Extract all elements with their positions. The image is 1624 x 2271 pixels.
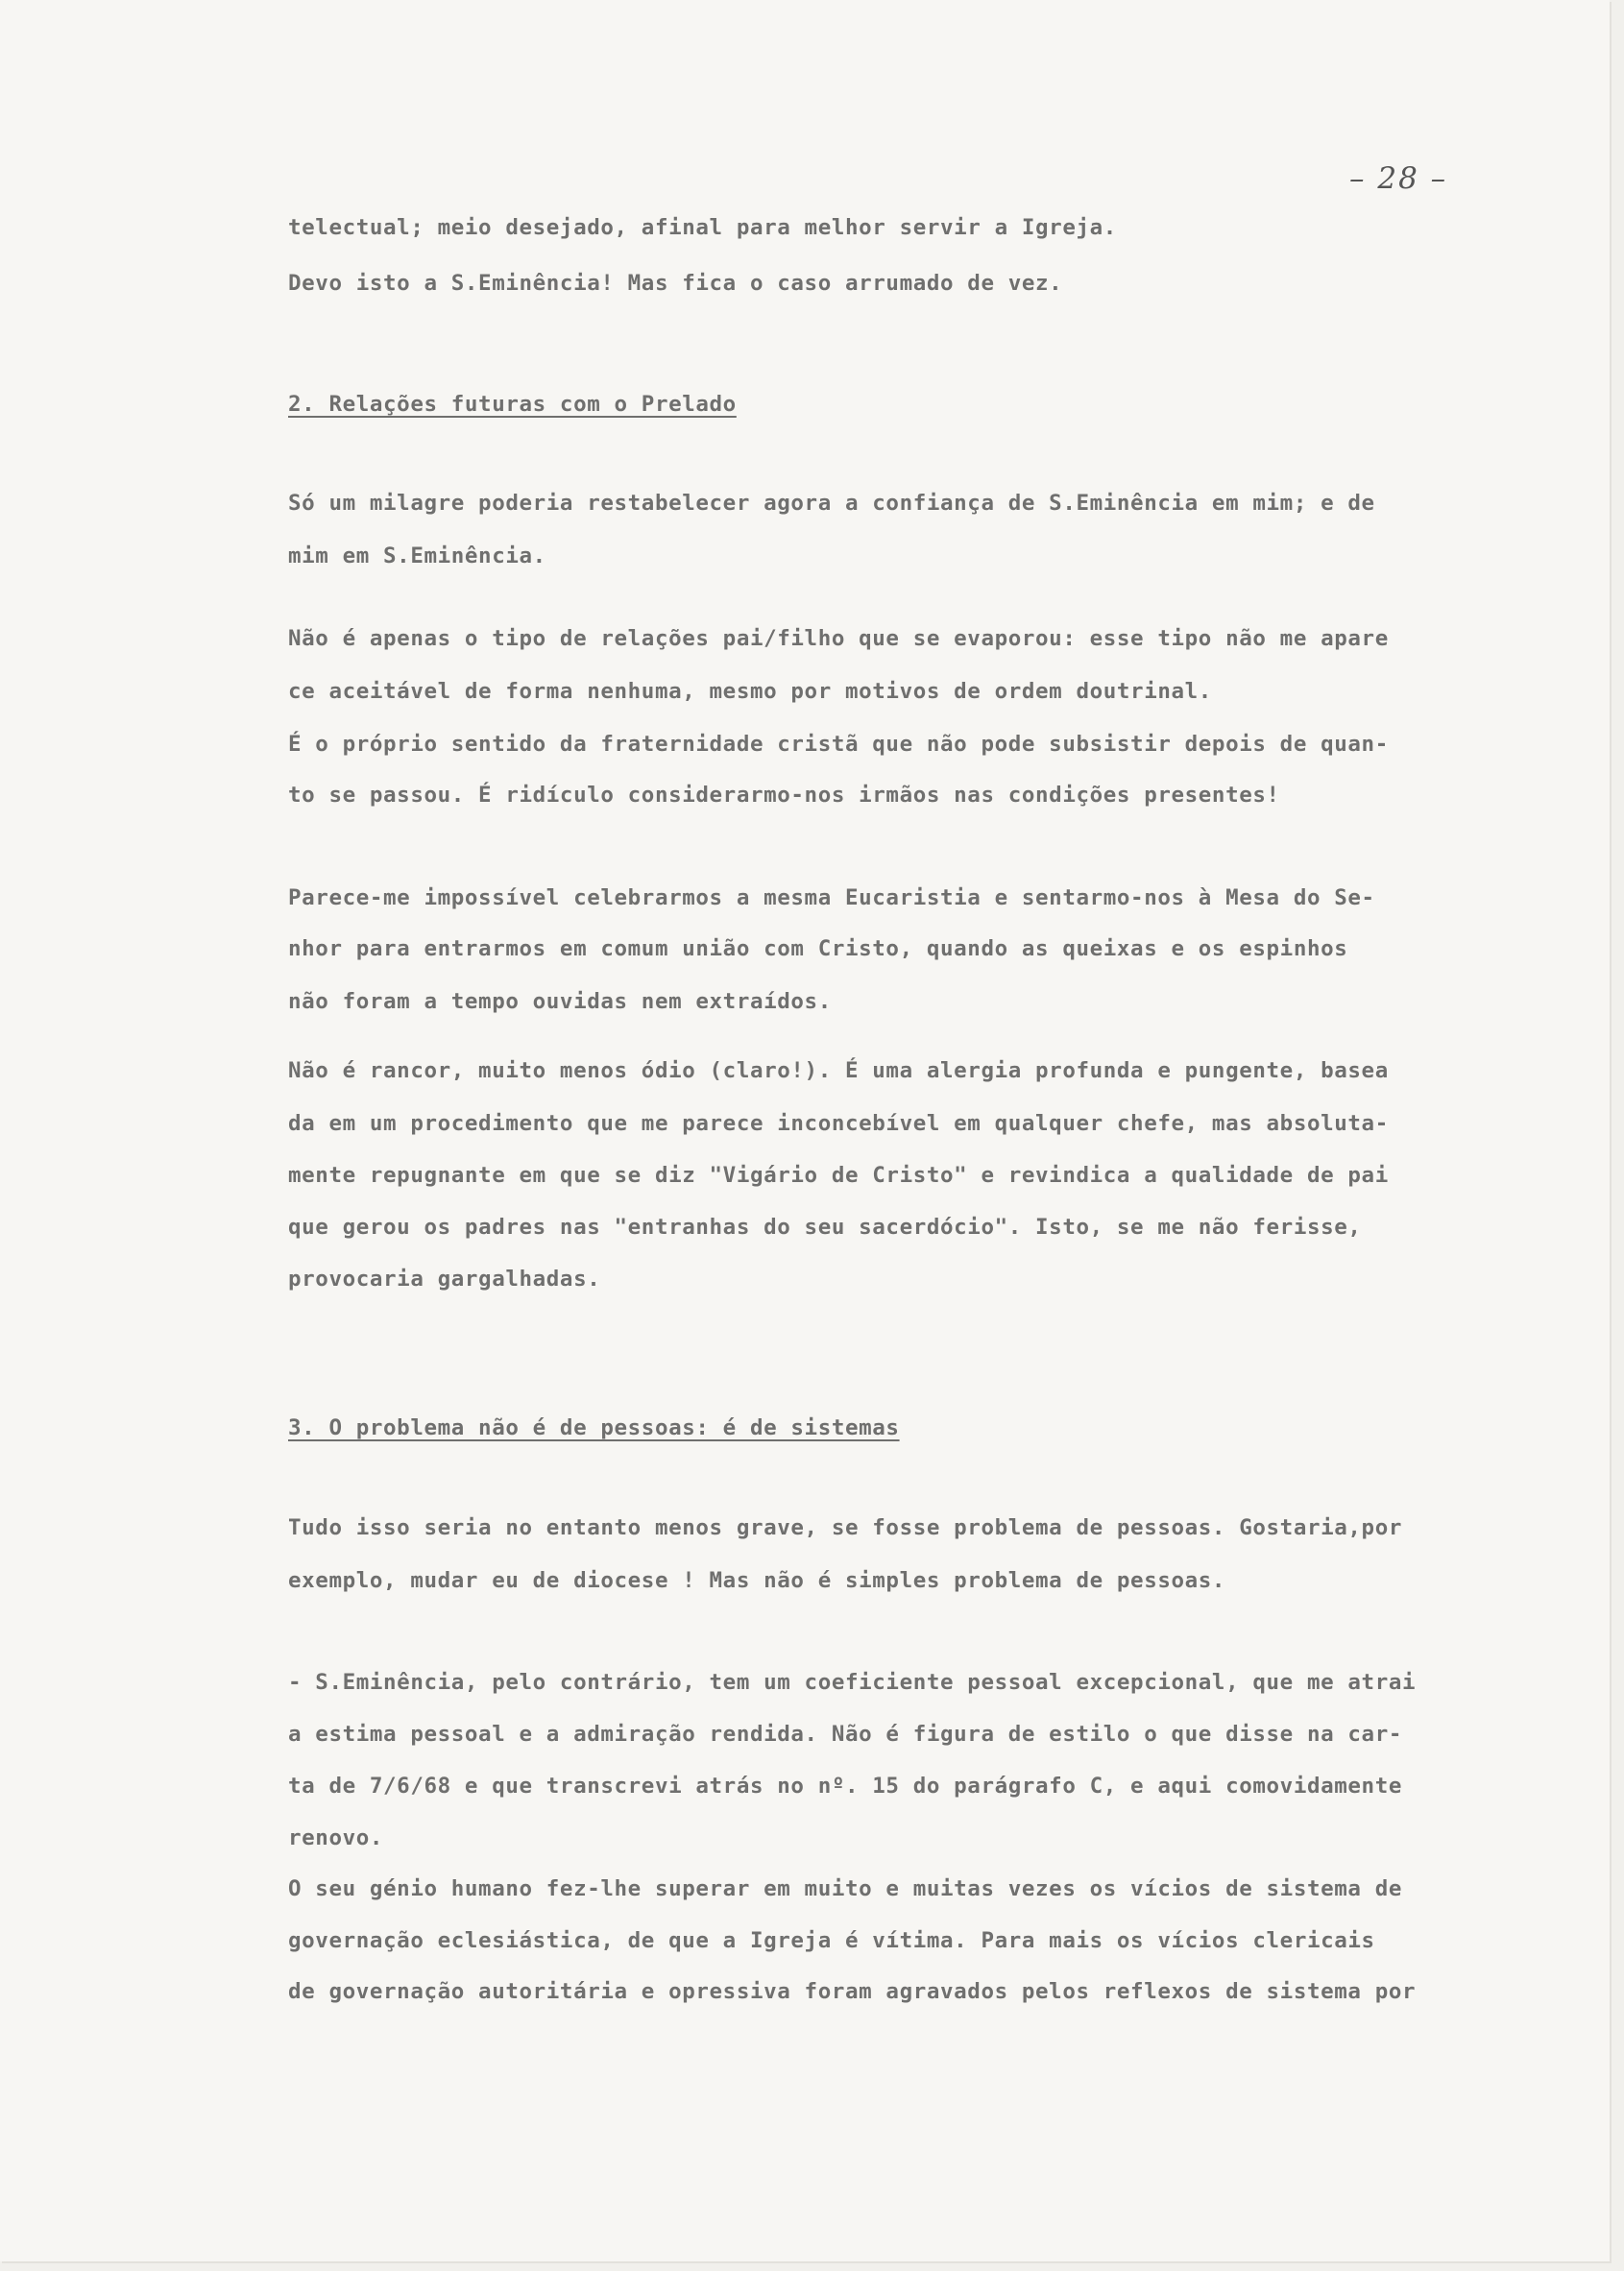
text-line: de governação autoritária e opressiva foram agravados pelos reflexos de sistema por xyxy=(288,1979,1417,2004)
text-line: provocaria gargalhadas. xyxy=(288,1267,601,1292)
text-line: governação eclesiástica, de que a Igreja é vítima. Para mais os vícios clericais xyxy=(288,1928,1375,1953)
text-line: mim em S.Eminência. xyxy=(288,544,546,568)
text-line: telectual; meio desejado, afinal para melhor servir a Igreja. xyxy=(288,215,1117,240)
text-line: que gerou os padres nas "entranhas do seu sacerdócio". Isto, se me não ferisse, xyxy=(288,1215,1362,1240)
text-line: Devo isto a S.Eminência! Mas fica o caso arrumado de vez. xyxy=(288,271,1063,296)
text-line: - S.Eminência, pelo contrário, tem um coeficiente pessoal excepcional, que me atrai xyxy=(288,1670,1417,1695)
text-line: É o próprio sentido da fraternidade cristã que não pode subsistir depois de quan- xyxy=(288,732,1389,757)
page-number: – 28 – xyxy=(1349,161,1448,196)
text-line: Só um milagre poderia restabelecer agora a confiança de S.Eminência em mim; e de xyxy=(288,491,1375,516)
text-line: Não é rancor, muito menos ódio (claro!). É uma alergia profunda e pungente, basea xyxy=(288,1058,1389,1083)
text-line: ce aceitável de forma nenhuma, mesmo por motivos de ordem doutrinal. xyxy=(288,679,1212,704)
text-line: Tudo isso seria no entanto menos grave, se fosse problema de pessoas. Gostaria,por xyxy=(288,1515,1402,1540)
section-heading-2: 2. Relações futuras com o Prelado xyxy=(288,392,737,417)
text-line: da em um procedimento que me parece inconcebível em qualquer chefe, mas absoluta- xyxy=(288,1111,1389,1136)
text-line: Parece-me impossível celebrarmos a mesma Eucaristia e sentarmo-nos à Mesa do Se- xyxy=(288,885,1375,910)
text-line: a estima pessoal e a admiração rendida. Não é figura de estilo o que disse na car- xyxy=(288,1722,1402,1747)
text-line: to se passou. É ridículo considerarmo-nos irmãos nas condições presentes! xyxy=(288,783,1280,808)
text-line: não foram a tempo ouvidas nem extraídos. xyxy=(288,989,832,1014)
text-line: ta de 7/6/68 e que transcrevi atrás no nº. 15 do parágrafo C, e aqui comovidamente xyxy=(288,1774,1402,1799)
text-line: O seu génio humano fez-lhe superar em muito e muitas vezes os vícios de sistema de xyxy=(288,1876,1402,1901)
text-line: exemplo, mudar eu de diocese ! Mas não é simples problema de pessoas. xyxy=(288,1568,1226,1593)
text-line: Não é apenas o tipo de relações pai/filho que se evaporou: esse tipo não me apare xyxy=(288,626,1389,651)
text-line: mente repugnante em que se diz "Vigário de Cristo" e revindica a qualidade de pai xyxy=(288,1163,1389,1188)
text-line: renovo. xyxy=(288,1825,384,1850)
section-heading-3: 3. O problema não é de pessoas: é de sistemas xyxy=(288,1415,900,1440)
text-line: nhor para entrarmos em comum união com Cristo, quando as queixas e os espinhos xyxy=(288,936,1348,961)
